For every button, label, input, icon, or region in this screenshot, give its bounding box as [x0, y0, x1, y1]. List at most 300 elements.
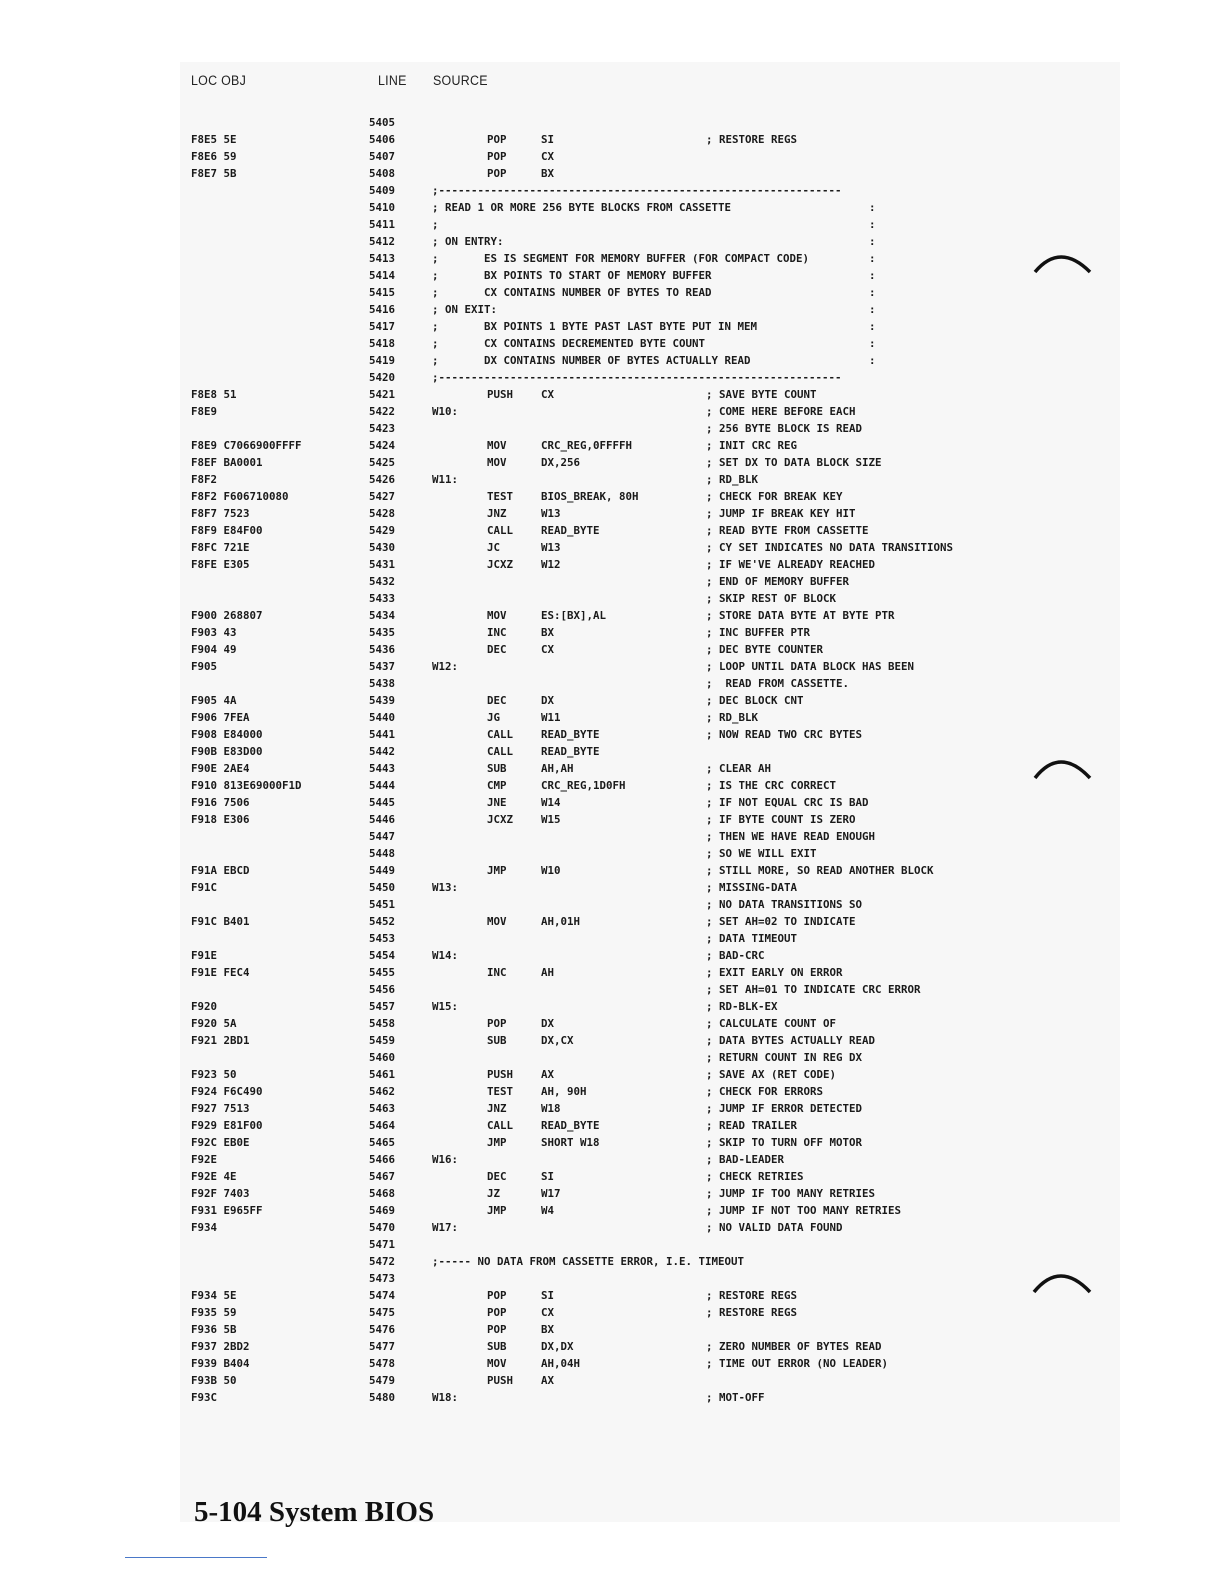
line-number-cell: 5475 — [369, 1306, 396, 1319]
comment-cell: ; ZERO NUMBER OF BYTES READ — [706, 1340, 882, 1353]
listing-row — [0, 1389, 1224, 1406]
listing-row — [0, 505, 1224, 522]
opcode-cell: INC — [487, 966, 507, 979]
line-number-cell: 5422 — [369, 405, 396, 418]
loc-obj-cell: F936 5B — [191, 1323, 237, 1336]
loc-obj-cell: F920 5A — [191, 1017, 237, 1030]
listing-row — [0, 930, 1224, 947]
comment-cell: ; LOOP UNTIL DATA BLOCK HAS BEEN — [706, 660, 915, 673]
line-number-cell: 5443 — [369, 762, 396, 775]
loc-obj-cell: F937 2BD2 — [191, 1340, 250, 1353]
opcode-cell: TEST — [487, 490, 514, 503]
operand-cell: DX,CX — [541, 1034, 574, 1047]
opcode-cell: JNE — [487, 796, 507, 809]
comment-block-edge: : — [869, 218, 876, 231]
operand-cell: CX — [541, 150, 555, 163]
line-number-cell: 5453 — [369, 932, 396, 945]
opcode-cell: JCXZ — [487, 813, 514, 826]
opcode-cell: MOV — [487, 1357, 507, 1370]
line-number-cell: 5474 — [369, 1289, 396, 1302]
line-number-cell: 5435 — [369, 626, 396, 639]
loc-obj-cell: F8F7 7523 — [191, 507, 250, 520]
comment-cell: ; IF WE'VE ALREADY REACHED — [706, 558, 876, 571]
listing-row — [0, 556, 1224, 573]
listing-row — [0, 964, 1224, 981]
comment-cell: ; SAVE BYTE COUNT — [706, 388, 817, 401]
operand-cell: BIOS_BREAK, 80H — [541, 490, 639, 503]
line-number-cell: 5436 — [369, 643, 396, 656]
operand-cell: AH, 90H — [541, 1085, 587, 1098]
listing-row — [0, 998, 1224, 1015]
comment-cell: ; RD-BLK-EX — [706, 1000, 778, 1013]
operand-cell: DX,256 — [541, 456, 581, 469]
listing-row — [0, 845, 1224, 862]
line-number-cell: 5476 — [369, 1323, 396, 1336]
listing-row — [0, 1219, 1224, 1236]
opcode-cell: DEC — [487, 1170, 507, 1183]
line-number-cell: 5425 — [369, 456, 396, 469]
opcode-cell: JNZ — [487, 1102, 507, 1115]
label-cell: W10: — [432, 405, 459, 418]
line-number-cell: 5407 — [369, 150, 396, 163]
header-source: SOURCE — [433, 73, 488, 88]
loc-obj-cell: F934 — [191, 1221, 218, 1234]
operand-cell: CRC_REG,0FFFFH — [541, 439, 633, 452]
listing-row — [0, 641, 1224, 658]
listing-row — [0, 437, 1224, 454]
opcode-cell: CALL — [487, 745, 514, 758]
comment-cell: ; RESTORE REGS — [706, 133, 798, 146]
line-number-cell: 5457 — [369, 1000, 396, 1013]
opcode-cell: JZ — [487, 1187, 501, 1200]
line-number-cell: 5418 — [369, 337, 396, 350]
loc-obj-cell: F8F2 F606710080 — [191, 490, 289, 503]
comment-cell: ; JUMP IF ERROR DETECTED — [706, 1102, 863, 1115]
line-number-cell: 5468 — [369, 1187, 396, 1200]
loc-obj-cell: F90B E83D00 — [191, 745, 263, 758]
line-number-cell: 5454 — [369, 949, 396, 962]
listing-row — [0, 879, 1224, 896]
opcode-cell: POP — [487, 167, 507, 180]
comment-cell: ; RD_BLK — [706, 711, 759, 724]
comment-cell: ; BAD-CRC — [706, 949, 765, 962]
opcode-cell: PUSH — [487, 1374, 514, 1387]
line-number-cell: 5413 — [369, 252, 396, 265]
opcode-cell: POP — [487, 1306, 507, 1319]
loc-obj-cell: F924 F6C490 — [191, 1085, 263, 1098]
listing-row — [0, 1321, 1224, 1338]
listing-row — [0, 1202, 1224, 1219]
comment-cell: ; CHECK FOR BREAK KEY — [706, 490, 843, 503]
loc-obj-cell: F900 268807 — [191, 609, 263, 622]
listing-row — [0, 369, 1224, 386]
comment-block-edge: : — [869, 235, 876, 248]
comment-block-edge: : — [869, 320, 876, 333]
loc-obj-cell: F91C — [191, 881, 218, 894]
loc-obj-cell: F8E7 5B — [191, 167, 237, 180]
operand-cell: BX — [541, 1323, 555, 1336]
comment-block-edge: : — [869, 252, 876, 265]
line-number-cell: 5477 — [369, 1340, 396, 1353]
comment-block-text: ; ES IS SEGMENT FOR MEMORY BUFFER (FOR COMPACT CODE) — [432, 252, 810, 265]
comment-cell: ; STORE DATA BYTE AT BYTE PTR — [706, 609, 895, 622]
comment-cell: ; THEN WE HAVE READ ENOUGH — [706, 830, 876, 843]
loc-obj-cell: F923 50 — [191, 1068, 237, 1081]
operand-cell: DX,DX — [541, 1340, 574, 1353]
comment-cell: ; SAVE AX (RET CODE) — [706, 1068, 837, 1081]
listing-row — [0, 471, 1224, 488]
operand-cell: W17 — [541, 1187, 561, 1200]
line-number-cell: 5471 — [369, 1238, 396, 1251]
line-number-cell: 5423 — [369, 422, 396, 435]
opcode-cell: CALL — [487, 524, 514, 537]
operand-cell: READ_BYTE — [541, 524, 600, 537]
loc-obj-cell: F92F 7403 — [191, 1187, 250, 1200]
line-number-cell: 5458 — [369, 1017, 396, 1030]
line-number-cell: 5465 — [369, 1136, 396, 1149]
line-number-cell: 5434 — [369, 609, 396, 622]
comment-cell: ; CY SET INDICATES NO DATA TRANSITIONS — [706, 541, 954, 554]
line-number-cell: 5455 — [369, 966, 396, 979]
line-number-cell: 5472 — [369, 1255, 396, 1268]
loc-obj-cell: F8EF BA0001 — [191, 456, 263, 469]
comment-cell: ; READ TRAILER — [706, 1119, 798, 1132]
operand-cell: READ_BYTE — [541, 728, 600, 741]
header-line: LINE — [378, 73, 407, 88]
listing-row — [0, 573, 1224, 590]
line-number-cell: 5452 — [369, 915, 396, 928]
loc-obj-cell: F935 59 — [191, 1306, 237, 1319]
comment-cell: ; DEC BLOCK CNT — [706, 694, 804, 707]
comment-cell: ; MOT-OFF — [706, 1391, 765, 1404]
listing-row — [0, 1049, 1224, 1066]
opcode-cell: MOV — [487, 915, 507, 928]
loc-obj-cell: F908 E84000 — [191, 728, 263, 741]
loc-obj-cell: F921 2BD1 — [191, 1034, 250, 1047]
comment-cell: ; CLEAR AH — [706, 762, 772, 775]
line-number-cell: 5438 — [369, 677, 396, 690]
loc-obj-cell: F905 — [191, 660, 218, 673]
comment-block-text: ; BX POINTS 1 BYTE PAST LAST BYTE PUT IN MEM — [432, 320, 758, 333]
operand-cell: W10 — [541, 864, 561, 877]
comment-cell: ; IS THE CRC CORRECT — [706, 779, 837, 792]
loc-obj-cell: F903 43 — [191, 626, 237, 639]
opcode-cell: INC — [487, 626, 507, 639]
line-number-cell: 5406 — [369, 133, 396, 146]
loc-obj-cell: F92C EB0E — [191, 1136, 250, 1149]
listing-row — [0, 386, 1224, 403]
comment-block-text: ; CX CONTAINS DECREMENTED BYTE COUNT — [432, 337, 706, 350]
comment-block-edge: : — [869, 201, 876, 214]
operand-cell: CX — [541, 388, 555, 401]
listing-row — [0, 607, 1224, 624]
opcode-cell: SUB — [487, 762, 507, 775]
comment-cell: ; BAD-LEADER — [706, 1153, 785, 1166]
opcode-cell: JNZ — [487, 507, 507, 520]
operand-cell: W12 — [541, 558, 561, 571]
listing-row — [0, 624, 1224, 641]
listing-row — [0, 199, 1224, 216]
listing-row — [0, 1100, 1224, 1117]
comment-cell: ; NO VALID DATA FOUND — [706, 1221, 843, 1234]
line-number-cell: 5411 — [369, 218, 396, 231]
comment-block-edge: : — [869, 354, 876, 367]
opcode-cell: MOV — [487, 456, 507, 469]
comment-block-text: ; CX CONTAINS NUMBER OF BYTES TO READ — [432, 286, 712, 299]
listing-row — [0, 1083, 1224, 1100]
loc-obj-cell: F93B 50 — [191, 1374, 237, 1387]
comment-cell: ; SET DX TO DATA BLOCK SIZE — [706, 456, 882, 469]
line-number-cell: 5442 — [369, 745, 396, 758]
operand-cell: AH,04H — [541, 1357, 581, 1370]
opcode-cell: POP — [487, 133, 507, 146]
line-number-cell: 5417 — [369, 320, 396, 333]
listing-row — [0, 692, 1224, 709]
loc-obj-cell: F91A EBCD — [191, 864, 250, 877]
line-number-cell: 5428 — [369, 507, 396, 520]
line-number-cell: 5459 — [369, 1034, 396, 1047]
loc-obj-cell: F910 813E69000F1D — [191, 779, 302, 792]
opcode-cell: POP — [487, 150, 507, 163]
loc-obj-cell: F929 E81F00 — [191, 1119, 263, 1132]
opcode-cell: JC — [487, 541, 501, 554]
comment-cell: ; NOW READ TWO CRC BYTES — [706, 728, 863, 741]
operand-cell: ES:[BX],AL — [541, 609, 607, 622]
comment-cell: ; CALCULATE COUNT OF — [706, 1017, 837, 1030]
line-number-cell: 5473 — [369, 1272, 396, 1285]
comment-cell: ; DEC BYTE COUNTER — [706, 643, 824, 656]
loc-obj-cell: F904 49 — [191, 643, 237, 656]
listing-row — [0, 335, 1224, 352]
line-number-cell: 5446 — [369, 813, 396, 826]
listing-row — [0, 352, 1224, 369]
listing-row — [0, 1032, 1224, 1049]
comment-block-text: ; ON ENTRY: — [432, 235, 504, 248]
listing-row — [0, 675, 1224, 692]
opcode-cell: POP — [487, 1289, 507, 1302]
listing-row — [0, 1338, 1224, 1355]
operand-cell: W15 — [541, 813, 561, 826]
line-number-cell: 5410 — [369, 201, 396, 214]
operand-cell: DX — [541, 694, 555, 707]
opcode-cell: JMP — [487, 1136, 507, 1149]
line-number-cell: 5451 — [369, 898, 396, 911]
line-number-cell: 5431 — [369, 558, 396, 571]
label-cell: W15: — [432, 1000, 459, 1013]
opcode-cell: JCXZ — [487, 558, 514, 571]
opcode-cell: DEC — [487, 694, 507, 707]
loc-obj-cell: F906 7FEA — [191, 711, 250, 724]
comment-cell: ; JUMP IF BREAK KEY HIT — [706, 507, 856, 520]
operand-cell: READ_BYTE — [541, 1119, 600, 1132]
line-number-cell: 5467 — [369, 1170, 396, 1183]
comment-cell: ; DATA TIMEOUT — [706, 932, 798, 945]
comment-cell: ; RETURN COUNT IN REG DX — [706, 1051, 863, 1064]
line-number-cell: 5478 — [369, 1357, 396, 1370]
comment-block-edge: : — [869, 286, 876, 299]
comment-block-text: ;-------------------------------------------------------------- — [432, 371, 842, 384]
listing-row — [0, 165, 1224, 182]
listing-row — [0, 182, 1224, 199]
comment-block-text: ; ON EXIT: — [432, 303, 498, 316]
opcode-cell: TEST — [487, 1085, 514, 1098]
line-number-cell: 5450 — [369, 881, 396, 894]
line-number-cell: 5409 — [369, 184, 396, 197]
operand-cell: AH,01H — [541, 915, 581, 928]
loc-obj-cell: F91E FEC4 — [191, 966, 250, 979]
comment-cell: ; IF BYTE COUNT IS ZERO — [706, 813, 856, 826]
operand-cell: AH — [541, 966, 555, 979]
opcode-cell: SUB — [487, 1340, 507, 1353]
listing-row — [0, 284, 1224, 301]
comment-cell: ; EXIT EARLY ON ERROR — [706, 966, 843, 979]
line-number-cell: 5421 — [369, 388, 396, 401]
listing-row — [0, 913, 1224, 930]
comment-cell: ; INIT CRC REG — [706, 439, 798, 452]
loc-obj-cell: F92E — [191, 1153, 218, 1166]
comment-cell: ; 256 BYTE BLOCK IS READ — [706, 422, 863, 435]
comment-cell: ; RESTORE REGS — [706, 1289, 798, 1302]
punch-hole-arc-middle — [1030, 752, 1094, 782]
operand-cell: SI — [541, 1170, 555, 1183]
comment-block-text: ; — [432, 218, 439, 231]
listing-row — [0, 301, 1224, 318]
loc-obj-cell: F8E6 59 — [191, 150, 237, 163]
comment-block-text: ; READ 1 OR MORE 256 BYTE BLOCKS FROM CASSETTE — [432, 201, 732, 214]
operand-cell: W13 — [541, 541, 561, 554]
comment-cell: ; SET AH=02 TO INDICATE — [706, 915, 856, 928]
listing-row — [0, 454, 1224, 471]
listing-row — [0, 947, 1224, 964]
comment-cell: ; READ FROM CASSETTE. — [706, 677, 850, 690]
label-cell: W13: — [432, 881, 459, 894]
line-number-cell: 5432 — [369, 575, 396, 588]
listing-row — [0, 590, 1224, 607]
loc-obj-cell: F8E8 51 — [191, 388, 237, 401]
opcode-cell: CMP — [487, 779, 507, 792]
line-number-cell: 5441 — [369, 728, 396, 741]
listing-row — [0, 709, 1224, 726]
listing-row — [0, 1117, 1224, 1134]
comment-cell: ; SKIP REST OF BLOCK — [706, 592, 837, 605]
operand-cell: CX — [541, 643, 555, 656]
loc-obj-cell: F934 5E — [191, 1289, 237, 1302]
opcode-cell: JG — [487, 711, 501, 724]
label-cell: W11: — [432, 473, 459, 486]
comment-cell: ; CHECK RETRIES — [706, 1170, 804, 1183]
opcode-cell: POP — [487, 1323, 507, 1336]
operand-cell: AX — [541, 1374, 555, 1387]
comment-cell: ; CHECK FOR ERRORS — [706, 1085, 824, 1098]
line-number-cell: 5414 — [369, 269, 396, 282]
operand-cell: SI — [541, 1289, 555, 1302]
comment-block-text: ; DX CONTAINS NUMBER OF BYTES ACTUALLY READ — [432, 354, 751, 367]
comment-block-text: ;----- NO DATA FROM CASSETTE ERROR, I.E. TIMEOUT — [432, 1255, 745, 1268]
line-number-cell: 5470 — [369, 1221, 396, 1234]
line-number-cell: 5464 — [369, 1119, 396, 1132]
listing-row — [0, 1066, 1224, 1083]
operand-cell: W4 — [541, 1204, 555, 1217]
loc-obj-cell: F927 7513 — [191, 1102, 250, 1115]
label-cell: W16: — [432, 1153, 459, 1166]
header-loc-obj: LOC OBJ — [191, 73, 247, 88]
label-cell: W14: — [432, 949, 459, 962]
loc-obj-cell: F939 B404 — [191, 1357, 250, 1370]
comment-cell: ; MISSING-DATA — [706, 881, 798, 894]
comment-cell: ; SO WE WILL EXIT — [706, 847, 817, 860]
comment-block-text: ; BX POINTS TO START OF MEMORY BUFFER — [432, 269, 712, 282]
line-number-cell: 5445 — [369, 796, 396, 809]
line-number-cell: 5456 — [369, 983, 396, 996]
page-footer-title: 5-104 System BIOS — [194, 1496, 435, 1528]
punch-hole-arc-bottom — [1030, 1266, 1094, 1296]
comment-cell: ; JUMP IF TOO MANY RETRIES — [706, 1187, 876, 1200]
line-number-cell: 5408 — [369, 167, 396, 180]
opcode-cell: CALL — [487, 728, 514, 741]
line-number-cell: 5430 — [369, 541, 396, 554]
comment-cell: ; DATA BYTES ACTUALLY READ — [706, 1034, 876, 1047]
line-number-cell: 5480 — [369, 1391, 396, 1404]
comment-cell: ; SET AH=01 TO INDICATE CRC ERROR — [706, 983, 921, 996]
loc-obj-cell: F8FE E305 — [191, 558, 250, 571]
comment-cell: ; STILL MORE, SO READ ANOTHER BLOCK — [706, 864, 934, 877]
listing-row — [0, 1134, 1224, 1151]
operand-cell: W18 — [541, 1102, 561, 1115]
loc-obj-cell: F8F2 — [191, 473, 218, 486]
listing-row — [0, 318, 1224, 335]
listing-row — [0, 420, 1224, 437]
operand-cell: W13 — [541, 507, 561, 520]
listing-row — [0, 148, 1224, 165]
opcode-cell: SUB — [487, 1034, 507, 1047]
listing-row — [0, 726, 1224, 743]
listing-row — [0, 1236, 1224, 1253]
listing-row — [0, 794, 1224, 811]
comment-cell: ; END OF MEMORY BUFFER — [706, 575, 850, 588]
listing-row — [0, 522, 1224, 539]
comment-cell: ; READ BYTE FROM CASSETTE — [706, 524, 869, 537]
listing-row — [0, 828, 1224, 845]
operand-cell: W14 — [541, 796, 561, 809]
operand-cell: BX — [541, 626, 555, 639]
listing-row — [0, 114, 1224, 131]
loc-obj-cell: F90E 2AE4 — [191, 762, 250, 775]
opcode-cell: POP — [487, 1017, 507, 1030]
listing-row — [0, 216, 1224, 233]
listing-row — [0, 488, 1224, 505]
comment-block-edge: : — [869, 303, 876, 316]
operand-cell: DX — [541, 1017, 555, 1030]
label-cell: W18: — [432, 1391, 459, 1404]
opcode-cell: PUSH — [487, 388, 514, 401]
operand-cell: READ_BYTE — [541, 745, 600, 758]
listing-row — [0, 896, 1224, 913]
line-number-cell: 5424 — [369, 439, 396, 452]
line-number-cell: 5420 — [369, 371, 396, 384]
listing-row — [0, 1015, 1224, 1032]
listing-row — [0, 131, 1224, 148]
loc-obj-cell: F918 E306 — [191, 813, 250, 826]
loc-obj-cell: F92E 4E — [191, 1170, 237, 1183]
listing-row — [0, 1151, 1224, 1168]
comment-cell: ; IF NOT EQUAL CRC IS BAD — [706, 796, 869, 809]
loc-obj-cell: F8F9 E84F00 — [191, 524, 263, 537]
comment-cell: ; INC BUFFER PTR — [706, 626, 811, 639]
line-number-cell: 5426 — [369, 473, 396, 486]
listing-row — [0, 1185, 1224, 1202]
label-cell: W17: — [432, 1221, 459, 1234]
opcode-cell: JMP — [487, 1204, 507, 1217]
